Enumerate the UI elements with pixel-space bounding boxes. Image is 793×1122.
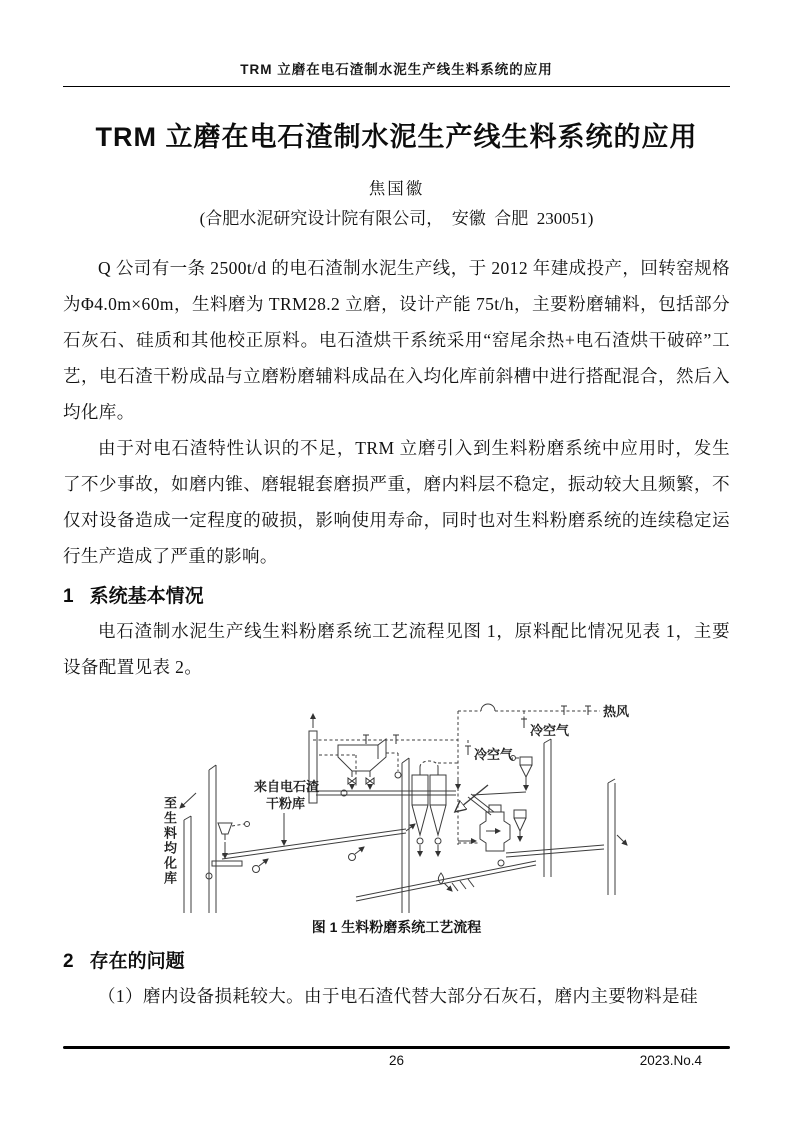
- equipment-group: [180, 714, 627, 913]
- blower-2: [349, 854, 356, 861]
- figure-1: [156, 695, 661, 913]
- vertical-mill: [480, 805, 510, 851]
- section-2-heading: [63, 946, 730, 973]
- running-title: TRM 立磨在电石渣制水泥生产线生料系统的应用: [240, 62, 553, 77]
- journal-issue: 2023.No.4: [639, 1053, 702, 1068]
- from-slag-silo-label-line1: 来自电石渣: [254, 779, 320, 794]
- cold-air-label-2: 冷空气: [474, 747, 514, 762]
- air-slide-incoming: [222, 824, 415, 859]
- rotary-valve-drop: [438, 873, 443, 884]
- author-name: 焦国徽: [368, 179, 425, 198]
- article-title: TRM 立磨在电石渣制水泥生产线生料系统的应用: [95, 122, 698, 152]
- air-slide-hopper: [316, 790, 456, 796]
- author-affiliation: (合肥水泥研究设计院有限公司， 安徽 合肥 230051): [199, 209, 594, 228]
- footer-rule: [63, 1046, 730, 1049]
- twin-cyclones: [412, 767, 446, 835]
- dust-cyclone: [514, 810, 526, 841]
- page-number: 26: [388, 1053, 405, 1068]
- page-footer: [63, 1046, 730, 1073]
- from-slag-silo-label-line2: 干粉库: [266, 796, 306, 811]
- section-1-paragraph: 电石渣制水泥生产线生料粉磨系统工艺流程见图 1，原料配比情况见表 1，主要设备配置见表 2。: [63, 621, 730, 677]
- air-slide-bottom: [356, 861, 536, 901]
- cold-air-label-1: 冷空气: [530, 723, 570, 738]
- section-1-title: 系统基本情况: [89, 586, 204, 607]
- section-2-title: 存在的问题: [89, 951, 185, 972]
- process-flow-diagram: [156, 695, 661, 913]
- bucket-elevator-a: [209, 765, 216, 913]
- section-2-number: 2: [63, 951, 74, 972]
- arrow-to-silo: [180, 793, 196, 808]
- hot-air-label: 热风: [603, 704, 630, 719]
- figure-1-caption: 图 1 生料粉磨系统工艺流程: [311, 919, 482, 935]
- header-rule: [63, 86, 730, 87]
- bucket-elevator-b: [402, 758, 409, 913]
- intro-paragraph-2: 由于对电石渣特性认识的不足，TRM 立磨引入到生料粉磨系统中应用时，发生了不少事故，如磨内锥、磨辊辊套磨损严重，磨内料层不稳定，振动较大且频繁，不仅对设备造成一定程度的破损，影响使用寿命，同时也对生料粉磨系统的连续稳定运行生产造成了严重的影响。: [63, 438, 730, 566]
- separator-return-chute: [456, 785, 488, 811]
- intro-paragraph-1: Q 公司有一条 2500t/d 的电石渣制水泥生产线，于 2012 年建成投产，回转窑规格为Φ4.0m×60m，生料磨为 TRM28.2 立磨，设计产能 75t/h，主要粉磨辅料，包括部分石灰石、硅质和其他校正原料。电石渣烘干系统采用“窑尾余热+电石渣烘干破碎”工艺，电石渣干粉成品与立磨粉磨辅料成品在入均化库前斜槽中进行搭配混合，然后入均化库。: [63, 258, 730, 422]
- to-homogenizing-silo-label: 至生料均化库: [162, 796, 177, 886]
- section-1-number: 1: [63, 586, 74, 607]
- bucket-elevator-left: [184, 816, 191, 913]
- small-hopper: [218, 822, 250, 859]
- fluidizing-blower: [395, 772, 401, 778]
- fan-symbol: [481, 704, 495, 711]
- blower-1: [253, 866, 260, 873]
- weigh-hopper: [338, 739, 386, 777]
- page-content: [63, 0, 730, 1014]
- section-2-paragraph: （1）磨内设备损耗较大。由于电石渣代替大部分石灰石，磨内主要物料是硅: [98, 986, 698, 1006]
- bucket-elevator-d: [608, 779, 615, 895]
- section-1-heading: [63, 581, 730, 608]
- bucket-elevator-c: [544, 739, 551, 877]
